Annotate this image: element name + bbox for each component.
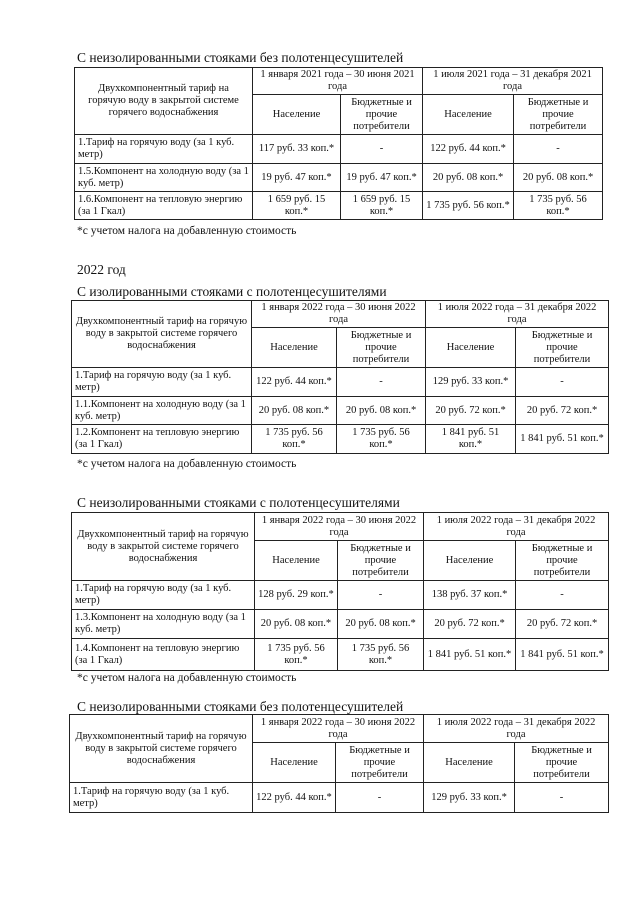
header-budget: Бюджетные и прочие потребители (516, 328, 609, 368)
footnote: *с учетом налога на добавленную стоимость (77, 458, 297, 470)
header-budget: Бюджетные и прочие потребители (514, 95, 603, 135)
cell-value: 1 735 руб. 56 коп.* (337, 425, 426, 454)
cell-value: 1 659 руб. 15 коп.* (253, 192, 341, 220)
cell-value: 20 руб. 08 коп.* (423, 164, 514, 192)
row-label: 1.Тариф на горячую воду (за 1 куб. метр) (70, 783, 253, 813)
cell-value: 122 руб. 44 коп.* (253, 783, 336, 813)
cell-value: - (341, 135, 423, 164)
cell-value: 129 руб. 33 коп.* (426, 368, 516, 397)
section-title: С неизолированными стояками без полотенцесушителей (77, 699, 404, 714)
cell-value: - (338, 581, 424, 610)
header-budget: Бюджетные и прочие потребители (338, 541, 424, 581)
row-label: 1.5.Компонент на холодную воду (за 1 куб. метр) (75, 164, 253, 192)
cell-value: 20 руб. 72 коп.* (516, 397, 609, 425)
cell-value: - (516, 368, 609, 397)
tariff-table (71, 300, 609, 454)
cell-value: 20 руб. 72 коп.* (426, 397, 516, 425)
cell-value: 129 руб. 33 коп.* (424, 783, 515, 813)
cell-value: 19 руб. 47 коп.* (253, 164, 341, 192)
cell-value: - (515, 783, 609, 813)
tariff-table (69, 714, 609, 813)
header-period-2: 1 июля 2022 года – 31 декабря 2022 года (426, 301, 609, 328)
cell-value: 128 руб. 29 коп.* (255, 581, 338, 610)
header-population: Население (252, 328, 337, 368)
row-label: 1.4.Компонент на тепловую энергию (за 1 Гкал) (72, 639, 255, 671)
header-period-2: 1 июля 2022 года – 31 декабря 2022 года (424, 513, 609, 541)
section-title: С неизолированными стояками без полотенцесушителей (77, 50, 404, 65)
header-budget: Бюджетные и прочие потребители (515, 743, 609, 783)
cell-value: 20 руб. 72 коп.* (424, 610, 516, 639)
section-title: С изолированными стояками с полотенцесушителями (77, 284, 387, 299)
cell-value: 1 841 руб. 51 коп.* (516, 639, 609, 671)
cell-value: 138 руб. 37 коп.* (424, 581, 516, 610)
section-title: С неизолированными стояками с полотенцесушителями (77, 495, 400, 510)
footnote: *с учетом налога на добавленную стоимость (77, 225, 297, 237)
cell-value: 1 735 руб. 56 коп.* (423, 192, 514, 220)
table-row (72, 610, 609, 639)
cell-value: 117 руб. 33 коп.* (253, 135, 341, 164)
row-label: 1.Тариф на горячую воду (за 1 куб. метр) (72, 368, 252, 397)
cell-value: 1 735 руб. 56 коп.* (255, 639, 338, 671)
cell-value: 1 735 руб. 56 коп.* (514, 192, 603, 220)
table-row (72, 639, 609, 671)
cell-value: 122 руб. 44 коп.* (252, 368, 337, 397)
table-row (75, 135, 603, 164)
table-row (72, 368, 609, 397)
cell-value: 122 руб. 44 коп.* (423, 135, 514, 164)
row-label: 1.6.Компонент на тепловую энергию (за 1 Гкал) (75, 192, 253, 220)
header-population: Население (255, 541, 338, 581)
tariff-table (71, 512, 609, 671)
row-label: 1.Тариф на горячую воду (за 1 куб. метр) (75, 135, 253, 164)
cell-value: 19 руб. 47 коп.* (341, 164, 423, 192)
header-population: Население (426, 328, 516, 368)
cell-value: - (337, 368, 426, 397)
header-period-1: 1 января 2021 года – 30 июня 2021 года (253, 68, 423, 95)
header-budget: Бюджетные и прочие потребители (336, 743, 424, 783)
table-row (70, 783, 609, 813)
cell-value: 1 841 руб. 51 коп.* (426, 425, 516, 454)
cell-value: 1 735 руб. 56 коп.* (338, 639, 424, 671)
header-period-2: 1 июля 2021 года – 31 декабря 2021 года (423, 68, 603, 95)
header-period-1: 1 января 2022 года – 30 июня 2022 года (255, 513, 424, 541)
header-period-1: 1 января 2022 года – 30 июня 2022 года (253, 715, 424, 743)
header-population: Население (253, 95, 341, 135)
header-budget: Бюджетные и прочие потребители (341, 95, 423, 135)
header-budget: Бюджетные и прочие потребители (337, 328, 426, 368)
header-budget: Бюджетные и прочие потребители (516, 541, 609, 581)
cell-value: - (514, 135, 603, 164)
row-label: 1.Тариф на горячую воду (за 1 куб. метр) (72, 581, 255, 610)
header-tariff: Двухкомпонентный тариф на горячую воду в закрытой системе горячего водоснабжения (72, 301, 252, 368)
header-tariff: Двухкомпонентный тариф на горячую воду в закрытой системе горячего водоснабжения (70, 715, 253, 783)
cell-value: 1 735 руб. 56 коп.* (252, 425, 337, 454)
header-population: Население (424, 743, 515, 783)
year-title: 2022 год (77, 262, 126, 277)
header-tariff: Двухкомпонентный тариф на горячую воду в закрытой системе горячего водоснабжения (72, 513, 255, 581)
tariff-table (74, 67, 603, 220)
footnote: *с учетом налога на добавленную стоимость (77, 672, 297, 684)
cell-value: 20 руб. 08 коп.* (337, 397, 426, 425)
row-label: 1.2.Компонент на тепловую энергию (за 1 Гкал) (72, 425, 252, 454)
table-row (72, 397, 609, 425)
cell-value: 1 841 руб. 51 коп.* (424, 639, 516, 671)
cell-value: - (516, 581, 609, 610)
header-tariff: Двухкомпонентный тариф на горячую воду в закрытой системе горячего водоснабжения (75, 68, 253, 135)
table-row (72, 425, 609, 454)
row-label: 1.1.Компонент на холодную воду (за 1 куб. метр) (72, 397, 252, 425)
cell-value: 20 руб. 08 коп.* (514, 164, 603, 192)
cell-value: 20 руб. 72 коп.* (516, 610, 609, 639)
table-row (75, 164, 603, 192)
cell-value: 20 руб. 08 коп.* (252, 397, 337, 425)
cell-value: - (336, 783, 424, 813)
header-population: Население (253, 743, 336, 783)
cell-value: 20 руб. 08 коп.* (255, 610, 338, 639)
table-row (75, 192, 603, 220)
table-row (72, 581, 609, 610)
cell-value: 20 руб. 08 коп.* (338, 610, 424, 639)
cell-value: 1 841 руб. 51 коп.* (516, 425, 609, 454)
row-label: 1.3.Компонент на холодную воду (за 1 куб. метр) (72, 610, 255, 639)
header-population: Население (423, 95, 514, 135)
cell-value: 1 659 руб. 15 коп.* (341, 192, 423, 220)
header-period-2: 1 июля 2022 года – 31 декабря 2022 года (424, 715, 609, 743)
header-population: Население (424, 541, 516, 581)
header-period-1: 1 января 2022 года – 30 июня 2022 года (252, 301, 426, 328)
